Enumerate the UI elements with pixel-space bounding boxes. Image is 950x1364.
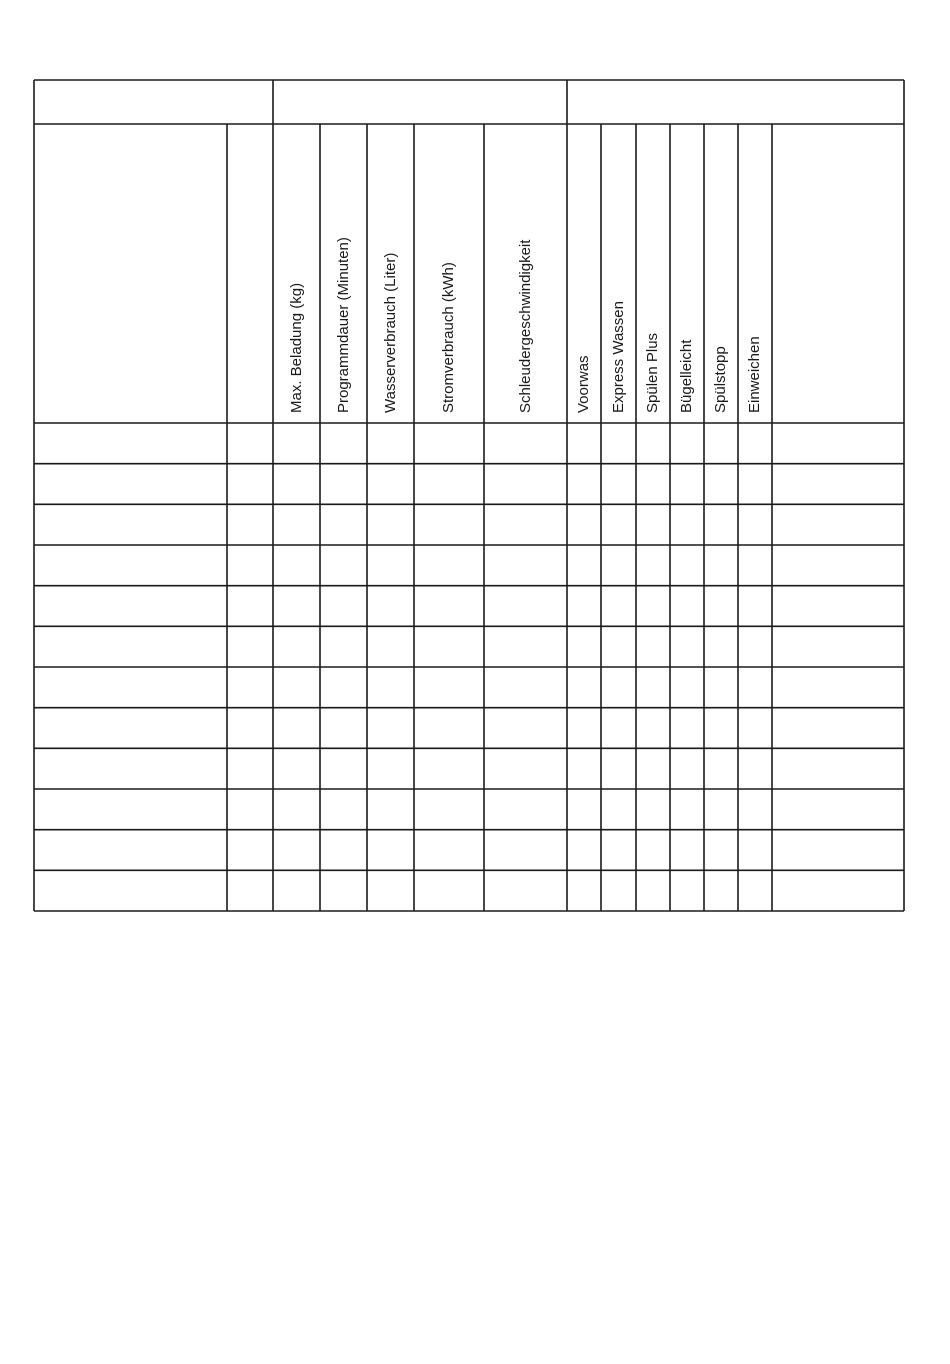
table-row (34, 789, 904, 830)
column-header-7: Voorwas (575, 355, 592, 413)
table-row (34, 748, 904, 789)
table-row (34, 667, 904, 708)
table-row (34, 870, 904, 911)
column-header-8: Express Wassen (609, 301, 627, 413)
table-row (34, 586, 904, 627)
table-row (34, 708, 904, 749)
table-row (34, 504, 904, 545)
column-header-6: Schleudergeschwindigkeit (516, 239, 534, 413)
column-header-2: Max. Beladung (kg) (287, 282, 305, 413)
column-header-3: Programmdauer (Minuten) (334, 237, 352, 413)
table-row (34, 545, 904, 586)
column-header-5: Stromverbrauch (kWh) (440, 262, 457, 413)
table-row (34, 830, 904, 871)
table-row (34, 423, 904, 464)
column-header-12: Einweichen (746, 336, 763, 413)
column-header-9: Spülen Plus (644, 332, 661, 413)
column-header-10: Bügelleicht (678, 339, 695, 413)
column-header-11: Spülstopp (712, 346, 729, 413)
table-row (34, 626, 904, 667)
column-header-4: Wasserverbrauch (Liter) (381, 252, 399, 413)
table-row (34, 464, 904, 505)
